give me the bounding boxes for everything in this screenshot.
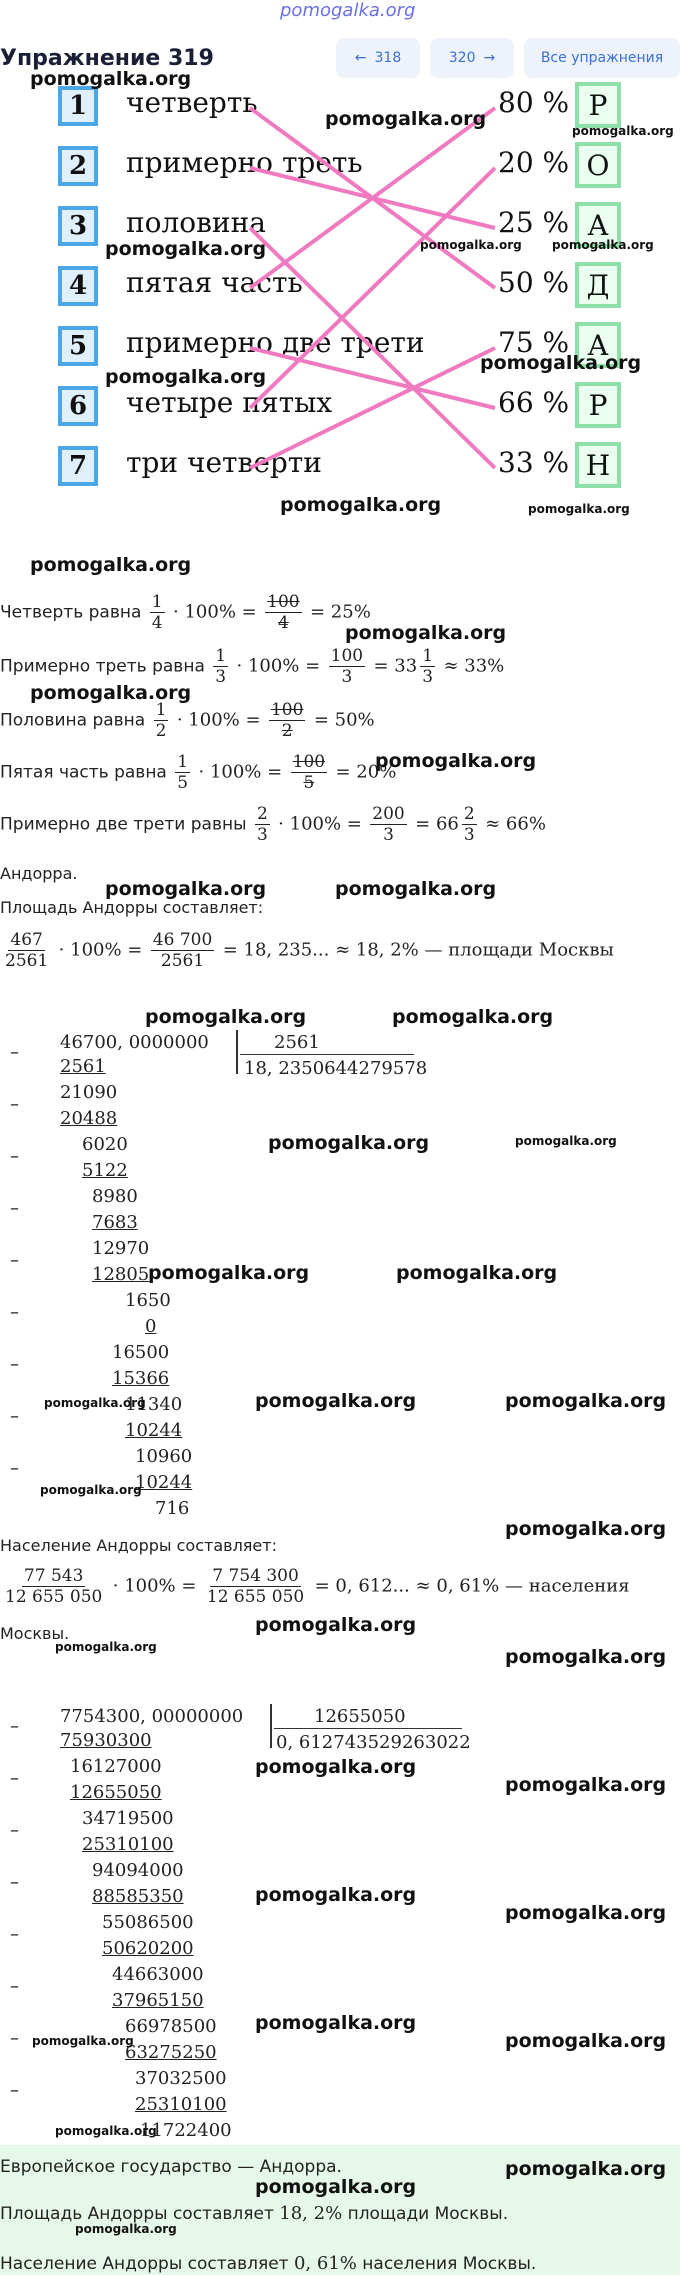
- divisor: 12655050: [314, 1706, 406, 1727]
- percent-label: 50 %: [498, 266, 570, 299]
- watermark-text: pomogalka.org: [505, 2030, 667, 2052]
- matching-line: [250, 228, 495, 468]
- fraction-label: четверть: [126, 86, 258, 119]
- fraction-label: примерно две трети: [126, 326, 425, 359]
- watermark-text: pomogalka.org: [505, 1518, 667, 1540]
- item-number-box: 2: [58, 146, 98, 186]
- minus-sign: –: [10, 1820, 19, 1841]
- matching-line: [250, 348, 495, 408]
- prev-exercise-button[interactable]: [336, 38, 420, 78]
- minus-sign: –: [10, 1146, 19, 1167]
- minus-sign: –: [10, 1094, 19, 1115]
- calc-line: Половина равна $\frac{1}{2}$ · 100% = $\frac{100}{2}$ = 50%: [0, 700, 375, 741]
- division-row: 75930300: [60, 1730, 152, 1751]
- minus-sign: –: [10, 1924, 19, 1945]
- division-bar: [236, 1030, 238, 1074]
- minus-sign: –: [10, 1406, 19, 1427]
- quotient: 0, 612743529263022: [276, 1732, 471, 1753]
- division-row: 44663000: [112, 1964, 204, 1985]
- item-number-box: 3: [58, 206, 98, 246]
- division-row: 50620200: [102, 1938, 194, 1959]
- watermark-text: pomogalka.org: [396, 1262, 558, 1284]
- andorra-heading: Андорра.: [0, 864, 78, 883]
- division-row: 66978500: [125, 2016, 217, 2037]
- population-intro: Население Андорры составляет:: [0, 1536, 277, 1555]
- division-row: 0: [145, 1316, 157, 1337]
- watermark-text: pomogalka.org: [505, 1646, 667, 1668]
- answer-line: Население Андорры составляет 0, 61% населения Москвы.: [0, 2253, 537, 2274]
- watermark-text: pomogalka.org: [280, 494, 442, 516]
- watermark-text: pomogalka.org: [255, 1756, 417, 1778]
- division-row: 11340: [125, 1394, 183, 1415]
- watermark-text: pomogalka.org: [480, 352, 642, 374]
- calc-line: Примерно две трети равны $\frac{2}{3}$ · 100% = $\frac{200}{3}$ = 66 $\frac{2}{3}$ ≈ 66%: [0, 804, 546, 845]
- arrow-right-icon: →: [483, 50, 496, 66]
- top-watermark: pomogalka.org: [280, 0, 416, 21]
- division-row: 16500: [112, 1342, 170, 1363]
- watermark-text: pomogalka.org: [505, 2158, 667, 2180]
- answer-letter-box: Р: [575, 82, 621, 128]
- answer-letter-box: О: [575, 142, 621, 188]
- division-row: 88585350: [92, 1886, 184, 1907]
- item-number-box: 1: [58, 86, 98, 126]
- minus-sign: –: [10, 1716, 19, 1737]
- watermark-text: pomogalka.org: [255, 1390, 417, 1412]
- watermark-text: pomogalka.org: [505, 1902, 667, 1924]
- percent-label: 20 %: [498, 146, 570, 179]
- matching-figure: [0, 86, 680, 506]
- watermark-text: pomogalka.org: [505, 1774, 667, 1796]
- watermark-text: pomogalka.org: [392, 1006, 554, 1028]
- division-row: 6020: [82, 1134, 128, 1155]
- answer-letter-box: Д: [575, 262, 621, 308]
- minus-sign: –: [10, 1302, 19, 1323]
- watermark-text: pomogalka.org: [145, 1006, 307, 1028]
- division-row: 55086500: [102, 1912, 194, 1933]
- quotient: 18, 2350644279578: [244, 1058, 428, 1079]
- fraction-label: половина: [126, 206, 266, 239]
- minus-sign: –: [10, 1458, 19, 1479]
- long-division-1: [0, 1030, 680, 1530]
- watermark-text: pomogalka.org: [255, 1614, 417, 1636]
- division-row: 2561: [60, 1056, 106, 1077]
- next-exercise-button[interactable]: [430, 38, 514, 78]
- item-number-box: 7: [58, 446, 98, 486]
- watermark-text: pomogalka.org: [75, 2222, 177, 2236]
- division-row: 11722400: [140, 2120, 232, 2141]
- percent-label: 66 %: [498, 386, 570, 419]
- watermark-text: pomogalka.org: [325, 108, 487, 130]
- fraction-label: примерно треть: [126, 146, 363, 179]
- division-row: 20488: [60, 1108, 118, 1129]
- dividend: 7754300, 00000000: [60, 1706, 244, 1727]
- division-row: 8980: [92, 1186, 138, 1207]
- prev-exercise-label: 318: [374, 50, 402, 66]
- watermark-text: pomogalka.org: [528, 502, 630, 516]
- watermark-text: pomogalka.org: [32, 2034, 134, 2048]
- fraction-label: три четверти: [126, 446, 322, 479]
- watermark-text: pomogalka.org: [40, 1483, 142, 1497]
- division-row: 37032500: [135, 2068, 227, 2089]
- calc-line: Четверть равна $\frac{1}{4}$ · 100% = $\frac{100}{4}$ = 25%: [0, 592, 371, 633]
- minus-sign: –: [10, 1872, 19, 1893]
- page-title: Упражнение 319: [0, 46, 214, 71]
- minus-sign: –: [10, 1198, 19, 1219]
- watermark-text: pomogalka.org: [105, 366, 267, 388]
- watermark-text: pomogalka.org: [148, 1262, 310, 1284]
- percent-label: 80 %: [498, 86, 570, 119]
- division-row: 37965150: [112, 1990, 204, 2011]
- matching-lines: [0, 86, 680, 506]
- division-row: 10244: [125, 1420, 183, 1441]
- division-row: 25310100: [82, 1834, 174, 1855]
- percent-label: 25 %: [498, 206, 570, 239]
- watermark-text: pomogalka.org: [515, 1134, 617, 1148]
- divisor-underline: [240, 1054, 414, 1055]
- answer-letter-box: Р: [575, 382, 621, 428]
- answer-letter-box: А: [575, 322, 621, 368]
- division-row: 94094000: [92, 1860, 184, 1881]
- all-exercises-button[interactable]: [524, 38, 680, 78]
- watermark-text: pomogalka.org: [105, 878, 267, 900]
- division-row: 34719500: [82, 1808, 174, 1829]
- division-row: 21090: [60, 1082, 118, 1103]
- watermark-text: pomogalka.org: [255, 2176, 417, 2198]
- area-calc-line: $\frac{467}{2561}$ · 100% = $\frac{46 700}{2561}$ = 18, 235... ≈ 18, 2% — площади Москвы: [5, 930, 614, 971]
- watermark-text: pomogalka.org: [30, 554, 192, 576]
- minus-sign: –: [10, 1976, 19, 1997]
- minus-sign: –: [10, 1250, 19, 1271]
- watermark-text: pomogalka.org: [268, 1132, 430, 1154]
- dividend: 46700, 0000000: [60, 1032, 209, 1053]
- population-calc-line-end: Москвы.: [0, 1624, 70, 1643]
- answer-letter-box: Н: [575, 442, 621, 488]
- arrow-left-icon: ←: [354, 50, 367, 66]
- division-row: 10960: [135, 1446, 193, 1467]
- watermark-text: pomogalka.org: [335, 878, 497, 900]
- divisor: 2561: [274, 1032, 320, 1053]
- division-bar: [270, 1704, 272, 1748]
- watermark-text: pomogalka.org: [30, 682, 192, 704]
- division-row: 25310100: [135, 2094, 227, 2115]
- watermark-text: pomogalka.org: [572, 124, 674, 138]
- answer-letter-box: А: [575, 202, 621, 248]
- item-number-box: 4: [58, 266, 98, 306]
- watermark-text: pomogalka.org: [375, 750, 537, 772]
- item-number-box: 5: [58, 326, 98, 366]
- division-row: 12970: [92, 1238, 150, 1259]
- division-row: 5122: [82, 1160, 128, 1181]
- all-exercises-label: Все упражнения: [540, 50, 664, 66]
- watermark-text: pomogalka.org: [55, 2124, 157, 2138]
- watermark-text: pomogalka.org: [255, 2012, 417, 2034]
- calc-line: Примерно треть равна $\frac{1}{3}$ · 100% = $\frac{100}{3}$ = 33 $\frac{1}{3}$ ≈ 33%: [0, 646, 505, 687]
- division-row: 63275250: [125, 2042, 217, 2063]
- area-intro: Площадь Андорры составляет:: [0, 898, 264, 917]
- fraction-label: четыре пятых: [126, 386, 333, 419]
- matching-line: [250, 168, 495, 408]
- watermark-text: pomogalka.org: [505, 1390, 667, 1412]
- division-row: 12805: [92, 1264, 150, 1285]
- division-row: 15366: [112, 1368, 170, 1389]
- division-row: 10244: [135, 1472, 193, 1493]
- percent-label: 75 %: [498, 326, 570, 359]
- watermark-text: pomogalka.org: [105, 238, 267, 260]
- calc-line: Пятая часть равна $\frac{1}{5}$ · 100% = $\frac{100}{5}$ = 20%: [0, 752, 397, 793]
- minus-sign: –: [10, 1768, 19, 1789]
- watermark-text: pomogalka.org: [345, 622, 507, 644]
- answer-line: Площадь Андорры составляет 18, 2% площади Москвы.: [0, 2203, 509, 2224]
- minus-sign: –: [10, 2080, 19, 2101]
- watermark-text: pomogalka.org: [420, 238, 522, 252]
- watermark-text: pomogalka.org: [30, 68, 192, 90]
- fraction-label: пятая часть: [126, 266, 303, 299]
- division-row: 12655050: [70, 1782, 162, 1803]
- population-calc-line: $\frac{77 543}{12 655 050}$ · 100% = $\frac{7 754 300}{12 655 050}$ = 0, 612... ≈ 0, 61% — населения: [5, 1566, 630, 1607]
- watermark-text: pomogalka.org: [44, 1396, 146, 1410]
- minus-sign: –: [10, 1042, 19, 1063]
- matching-line: [250, 348, 495, 468]
- percent-label: 33 %: [498, 446, 570, 479]
- answer-line: Европейское государство — Андорра.: [0, 2157, 342, 2177]
- division-row: 1650: [125, 1290, 171, 1311]
- division-row: 16127000: [70, 1756, 162, 1777]
- item-number-box: 6: [58, 386, 98, 426]
- divisor-underline: [274, 1728, 462, 1729]
- division-row: 716: [155, 1498, 190, 1519]
- minus-sign: –: [10, 2028, 19, 2049]
- watermark-text: pomogalka.org: [55, 1640, 157, 1654]
- minus-sign: –: [10, 1354, 19, 1375]
- next-exercise-label: 320: [448, 50, 476, 66]
- division-row: 7683: [92, 1212, 138, 1233]
- watermark-text: pomogalka.org: [255, 1884, 417, 1906]
- watermark-text: pomogalka.org: [552, 238, 654, 252]
